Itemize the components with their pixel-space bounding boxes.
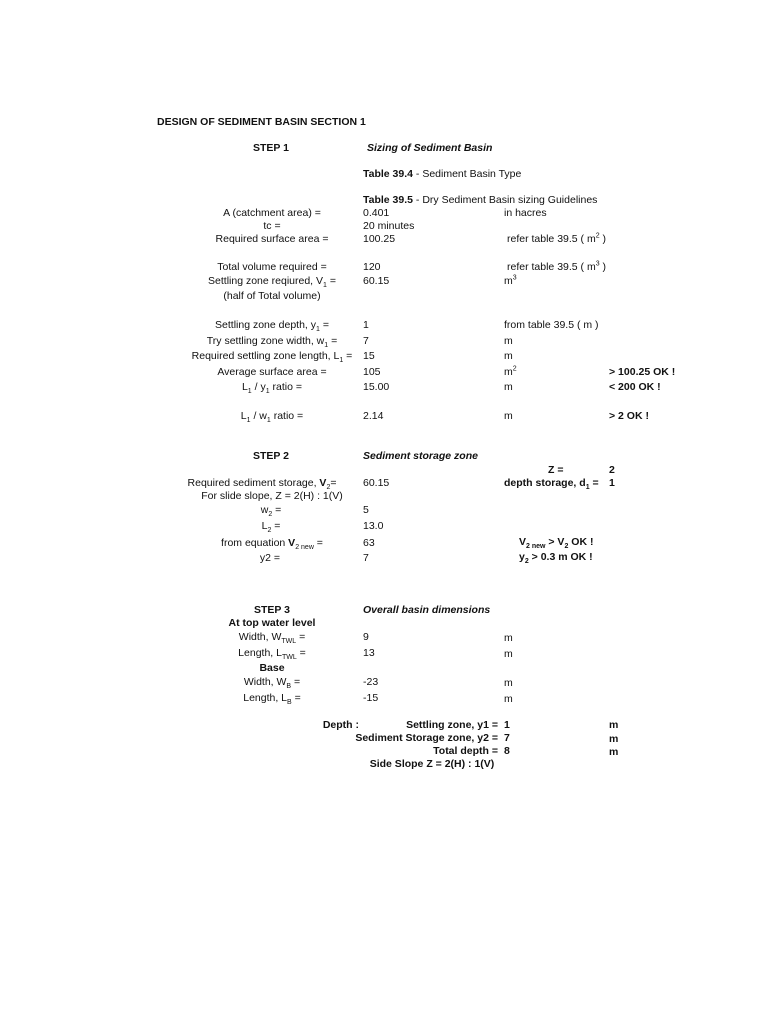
surface-area-note-sup: 2 — [595, 232, 600, 240]
width-base-label — [243, 676, 301, 691]
equation-v2-label — [221, 537, 323, 552]
width-base-a-sub: B — [286, 683, 292, 691]
surface-area-note-text: refer table 39.5 ( m — [507, 233, 596, 245]
l2-value: 13.0 — [363, 520, 384, 532]
lw-ratio-b-sub: 1 — [266, 417, 271, 425]
sediment-storage-label-pre: Required sediment storage, — [187, 477, 320, 489]
surface-area-value: 100.25 — [363, 233, 396, 245]
catchment-value: 0.401 — [363, 207, 390, 219]
settling-volume-unit-sup: 3 — [512, 274, 517, 282]
y2-check — [519, 551, 593, 566]
step2-subtitle: Sediment storage zone — [363, 450, 478, 462]
table-39-4-line — [363, 169, 521, 180]
ly-ratio-a: L — [241, 381, 248, 393]
equation-v2-label-v: V — [288, 537, 296, 549]
length-base-b: = — [291, 692, 301, 704]
table-39-5-line — [363, 195, 597, 206]
y2-label: y2 = — [259, 552, 281, 564]
total-depth-summary-unit: m — [609, 746, 619, 758]
table-39-4-ref: Table 39.4 — [363, 168, 413, 180]
v2-check-b: > V — [545, 536, 565, 548]
lw-ratio-a: L — [240, 410, 247, 422]
settling-width-label-sub: 1 — [324, 342, 329, 350]
length-twl-label — [238, 647, 306, 662]
tc-value: 20 minutes — [363, 220, 415, 232]
width-twl-label — [238, 631, 306, 646]
settling-zone-summary-value: 1 — [504, 719, 510, 731]
settling-length-label-sub: 1 — [339, 357, 344, 365]
step3-heading: STEP 3 — [254, 604, 290, 616]
width-base-value: -23 — [363, 676, 379, 688]
depth-storage-value: 1 — [609, 477, 615, 489]
ly-ratio-b-sub: 1 — [265, 388, 270, 396]
settling-width-unit: m — [504, 335, 513, 347]
ly-ratio-value: 15.00 — [363, 381, 390, 393]
ly-ratio-unit: m — [504, 381, 513, 393]
sediment-storage-label — [187, 477, 337, 492]
settling-length-value: 15 — [363, 350, 375, 362]
total-volume-note-end: ) — [599, 261, 607, 273]
ly-ratio-label — [241, 381, 303, 396]
w2-a-sub: 2 — [268, 511, 273, 519]
z-value: 2 — [609, 464, 615, 476]
avg-surface-area-label: Average surface area = — [217, 366, 327, 378]
width-twl-a-sub: TWL — [281, 638, 297, 646]
length-base-unit: m — [504, 693, 513, 705]
slide-slope-label: For slide slope, Z = 2(H) : 1(V) — [201, 490, 343, 502]
sediment-storage-label-sub: 2 — [326, 484, 331, 492]
base-label: Base — [259, 662, 285, 674]
equation-v2-label-post: = — [313, 537, 323, 549]
y2-check-b: > 0.3 m OK ! — [528, 551, 593, 563]
settling-depth-value: 1 — [363, 319, 369, 331]
settling-depth-label-sub: 1 — [316, 326, 320, 334]
settling-length-label-post: = — [343, 350, 353, 362]
depth-storage-label-sub: 1 — [585, 484, 590, 492]
y2-check-a: y — [519, 551, 525, 563]
avg-surface-area-check: > 100.25 OK ! — [609, 366, 676, 378]
v2-check-a-sub: 2 new — [526, 543, 546, 551]
length-base-a: Length, L — [243, 692, 288, 704]
lw-ratio-value: 2.14 — [363, 410, 384, 422]
settling-volume-label — [208, 275, 336, 290]
length-twl-value: 13 — [363, 647, 375, 659]
settling-depth-label — [215, 319, 329, 334]
w2-b: = — [272, 504, 282, 516]
total-volume-label: Total volume required = — [217, 261, 327, 273]
total-volume-note — [507, 262, 606, 273]
sediment-storage-summary-label: Sediment Storage zone, y2 = — [355, 732, 498, 744]
v2-check-c: OK ! — [568, 536, 594, 548]
surface-area-note — [507, 234, 606, 245]
settling-width-label — [206, 335, 338, 350]
lw-ratio-c: ratio = — [270, 410, 304, 422]
settling-volume-unit — [504, 276, 517, 287]
settling-length-label — [191, 350, 353, 365]
settling-depth-label-post: = — [319, 319, 329, 331]
step3-subtitle: Overall basin dimensions — [363, 604, 491, 616]
equation-v2-label-sub: 2 new — [295, 544, 314, 552]
avg-surface-area-unit — [504, 367, 517, 378]
step1-heading: STEP 1 — [253, 142, 289, 154]
avg-surface-area-unit-sup: 2 — [512, 365, 517, 373]
avg-surface-area-value: 105 — [363, 366, 381, 378]
settling-volume-label-pre: Settling zone reqiured, V — [208, 275, 324, 287]
l2-a: L — [261, 520, 268, 532]
z-label: Z = — [548, 464, 564, 476]
l2-a-sub: 2 — [267, 527, 272, 535]
total-volume-note-text: refer table 39.5 ( m — [507, 261, 596, 273]
sediment-storage-summary-unit: m — [609, 733, 619, 745]
v2-check — [519, 536, 594, 551]
w2-label — [260, 504, 282, 519]
lw-ratio-check: > 2 OK ! — [609, 410, 649, 422]
settling-width-value: 7 — [363, 335, 369, 347]
step1-subtitle: Sizing of Sediment Basin — [367, 142, 493, 154]
settling-volume-unit-text: m — [504, 275, 513, 287]
length-base-label — [243, 692, 301, 707]
settling-width-label-pre: Try settling zone width, w — [206, 335, 325, 347]
settling-volume-value: 60.15 — [363, 275, 390, 287]
v2-check-a: V — [519, 536, 527, 548]
depth-storage-label-post: = — [589, 477, 599, 489]
total-volume-value: 120 — [363, 261, 381, 273]
width-base-unit: m — [504, 677, 513, 689]
length-base-a-sub: B — [287, 699, 292, 707]
settling-zone-summary-label: Settling zone, y1 = — [406, 719, 498, 731]
width-twl-a: Width, W — [238, 631, 282, 643]
settling-width-label-post: = — [328, 335, 338, 347]
width-base-b: = — [291, 676, 301, 688]
length-twl-unit: m — [504, 648, 513, 660]
settling-volume-label-sub: 1 — [323, 282, 327, 290]
table-39-5-ref: Table 39.5 — [363, 194, 413, 206]
length-base-value: -15 — [363, 692, 379, 704]
sediment-storage-value: 60.15 — [363, 477, 390, 489]
table-39-5-desc: - Dry Sediment Basin sizing Guidelines — [413, 194, 598, 206]
total-depth-summary-label: Total depth = — [433, 745, 498, 757]
surface-area-label: Required surface area = — [215, 233, 329, 245]
settling-depth-label-pre: Settling zone depth, y — [215, 319, 317, 331]
ly-ratio-a-sub: 1 — [247, 388, 252, 396]
surface-area-note-end: ) — [599, 233, 607, 245]
total-depth-summary-value: 8 — [504, 745, 510, 757]
l2-b: = — [271, 520, 281, 532]
y2-value: 7 — [363, 552, 369, 564]
l2-label — [261, 520, 281, 535]
depth-summary-label: Depth : — [322, 719, 359, 731]
half-volume-note: (half of Total volume) — [223, 290, 321, 302]
settling-volume-label-post: = — [326, 275, 336, 287]
ly-ratio-b: / y — [251, 381, 266, 393]
width-base-a: Width, W — [243, 676, 287, 688]
document-title: DESIGN OF SEDIMENT BASIN SECTION 1 — [157, 116, 366, 128]
depth-storage-label-pre: depth storage, d — [504, 477, 586, 489]
lw-ratio-b: / w — [250, 410, 267, 422]
length-twl-a: Length, L — [238, 647, 282, 659]
equation-v2-value: 63 — [363, 537, 375, 549]
width-twl-b: = — [296, 631, 306, 643]
lw-ratio-label — [240, 410, 304, 425]
settling-length-label-pre: Required settling zone length, L — [191, 350, 340, 362]
length-twl-a-sub: TWL — [281, 654, 297, 662]
step2-heading: STEP 2 — [253, 450, 289, 462]
catchment-label: A (catchment area) = — [223, 207, 321, 219]
total-volume-note-sup: 3 — [595, 260, 600, 268]
sediment-storage-label-post: = — [330, 477, 337, 489]
top-water-level-label: At top water level — [228, 617, 316, 629]
length-twl-b: = — [296, 647, 306, 659]
w2-a: w — [260, 504, 269, 516]
y2-check-a-sub: 2 — [524, 558, 529, 566]
tc-label: tc = — [263, 220, 281, 232]
settling-length-unit: m — [504, 350, 513, 362]
ly-ratio-check: < 200 OK ! — [609, 381, 661, 393]
sediment-storage-label-v: V — [319, 477, 327, 489]
settling-zone-summary-unit: m — [609, 719, 619, 731]
ly-ratio-c: ratio = — [269, 381, 303, 393]
side-slope-summary: Side Slope Z = 2(H) : 1(V) — [369, 758, 495, 770]
depth-storage-label — [504, 477, 599, 492]
width-twl-unit: m — [504, 632, 513, 644]
avg-surface-area-unit-text: m — [504, 366, 513, 378]
equation-v2-label-pre: from equation — [221, 537, 289, 549]
lw-ratio-unit: m — [504, 410, 513, 422]
sediment-storage-summary-value: 7 — [504, 732, 510, 744]
table-39-4-desc: - Sediment Basin Type — [413, 168, 522, 180]
catchment-unit: in hacres — [504, 207, 547, 219]
w2-value: 5 — [363, 504, 369, 516]
width-twl-value: 9 — [363, 631, 369, 643]
lw-ratio-a-sub: 1 — [246, 417, 251, 425]
settling-depth-note: from table 39.5 ( m ) — [504, 319, 599, 331]
v2-check-b-sub: 2 — [564, 543, 569, 551]
